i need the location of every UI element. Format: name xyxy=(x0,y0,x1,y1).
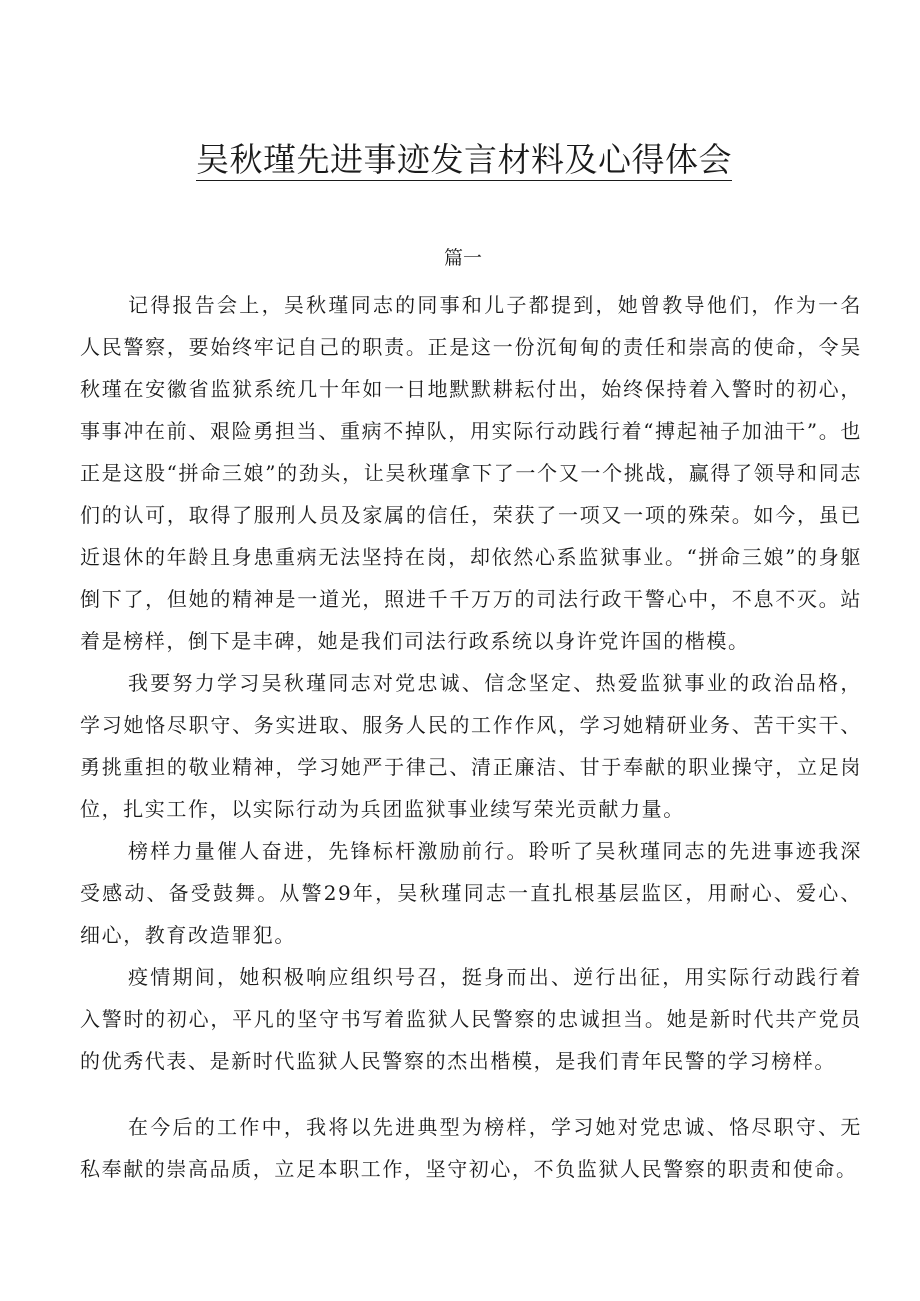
paragraph: 在今后的工作中，我将以先进典型为榜样，学习她对党忠诚、恪尽职守、无私奉献的崇高品质，立足本职工作，坚守初心，不负监狱人民警察的职责和使命。 xyxy=(80,1115,862,1181)
paragraph: 疫情期间，她积极响应组织号召，挺身而出、逆行出征，用实际行动践行着入警时的初心，平凡的坚守书写着监狱人民警察的忠诚担当。她是新时代共产党员的优秀代表、是新时代监狱人民警察的杰出楷模，是我们青年民警的学习榜样。 xyxy=(80,965,862,1073)
paragraph: 记得报告会上，吴秋瑾同志的同事和儿子都提到，她曾教导他们，作为一名人民警察，要始终牢记自己的职责。正是这一份沉甸甸的责任和崇高的使命，令吴秋瑾在安徽省监狱系统几十年如一日地默默耕耘付出，始终保持着入警时的初心，事事冲在前、艰险勇担当、重病不掉队，用实际行动践行着“搏起袖子加油干”。也正是这股“拼命三娘”的劲头，让吴秋瑾拿下了一个又一个挑战，赢得了领导和同志们的认可，取得了服刑人员及家属的信任，荣获了一项又一项的殊荣。如今，虽已近退休的年龄且身患重病无法坚持在岗，却依然心系监狱事业。“拼命三娘”的身躯倒下了，但她的精神是一道光，照进千千万万的司法行政干警心中，不息不灭。站着是榜样，倒下是丰碑，她是我们司法行政系统以身许党许国的楷模。 xyxy=(80,293,862,653)
document-title-text: 吴秋瑾先进事迹发言材料及心得体会 xyxy=(196,140,732,179)
paragraph: 榜样力量催人奋进，先锋标杆激励前行。聆听了吴秋瑾同志的先进事迹我深受感动、备受鼓舞。从警29年，吴秋瑾同志一直扎根基层监区，用耐心、爱心、细心，教育改造罪犯。 xyxy=(80,839,862,947)
document-title xyxy=(0,138,920,182)
document-body xyxy=(80,284,862,1190)
section-heading: 篇一 xyxy=(443,247,482,269)
paragraph: 我要努力学习吴秋瑾同志对党忠诚、信念坚定、热爱监狱事业的政治品格，学习她恪尽职守、务实进取、服务人民的工作作风，学习她精研业务、苦干实干、勇挑重担的敬业精神，学习她严于律己、清正廉洁、甘于奉献的职业操守，立足岗位，扎实工作，以实际行动为兵团监狱事业续写荣光贡献力量。 xyxy=(80,671,862,821)
